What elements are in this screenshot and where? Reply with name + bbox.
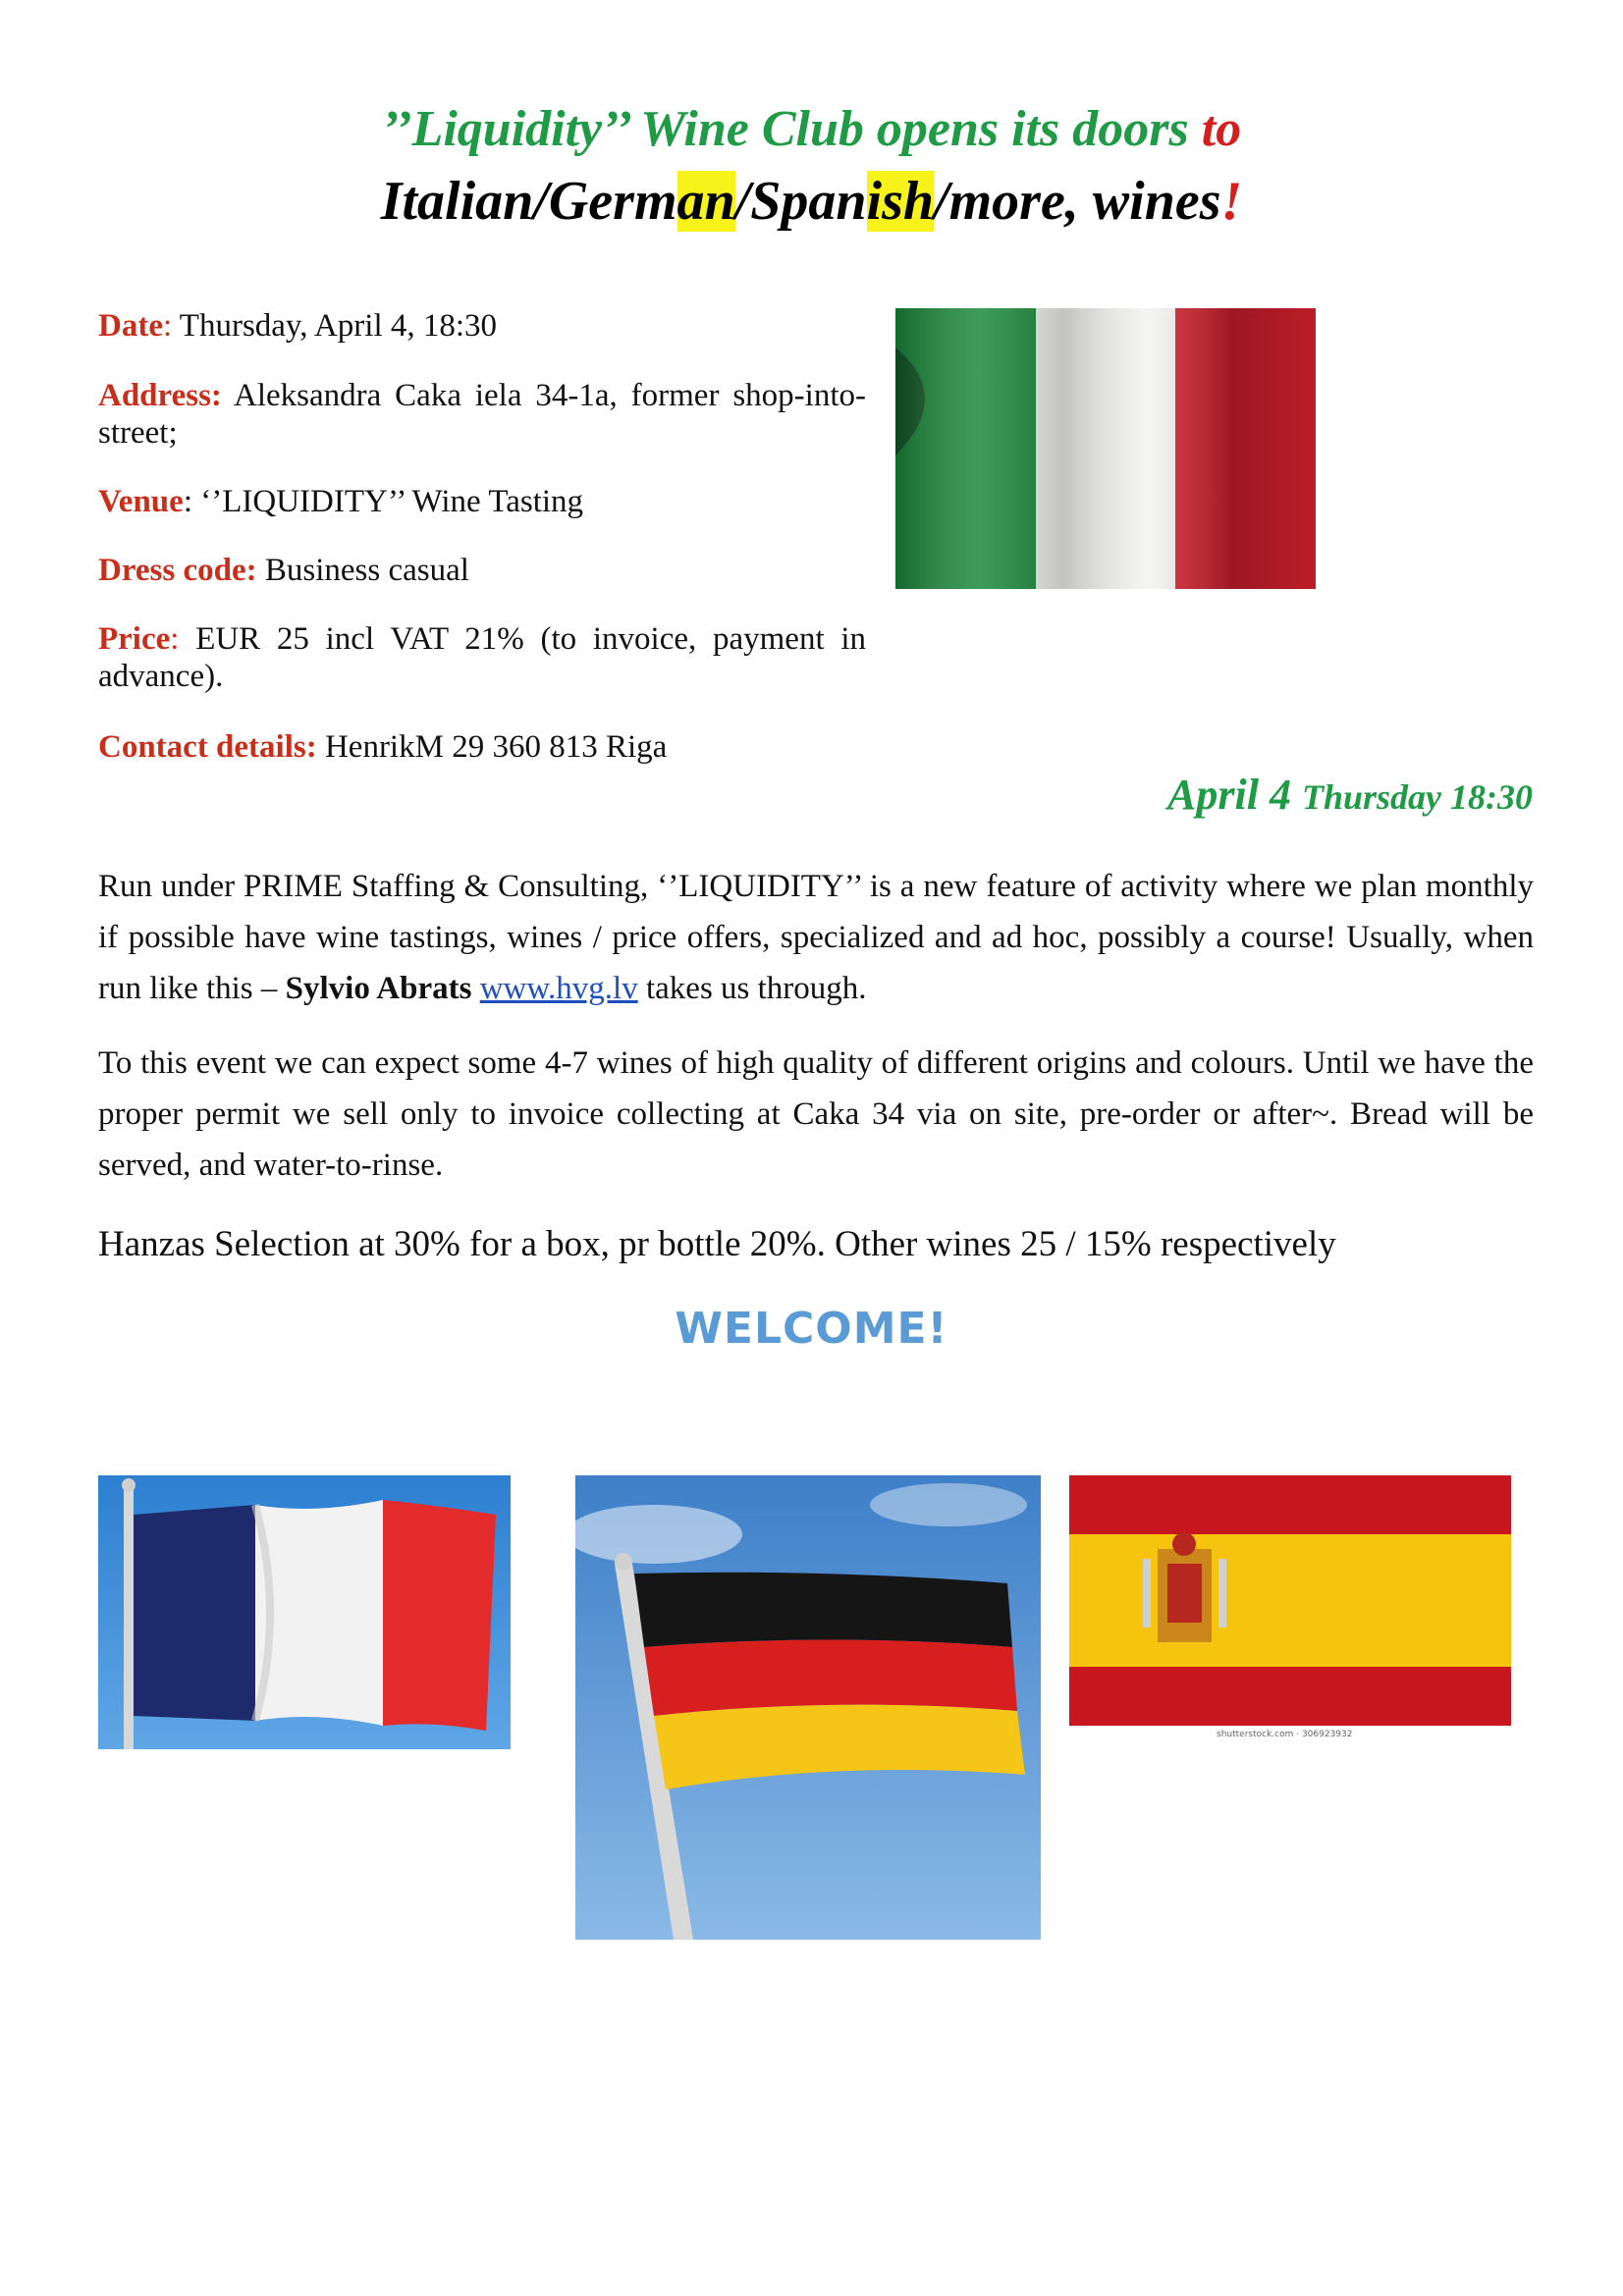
venue-label: Venue	[98, 484, 184, 519]
offer-text: Hanzas Selection at 30% for a box, pr bottle 20%. Other wines 25 / 15% respectively	[98, 1224, 1336, 1264]
date-line: Date: Thursday, April 4, 18:30	[98, 308, 498, 344]
address-line	[98, 377, 866, 452]
dress-code-line	[98, 552, 866, 589]
title2-part1: Italian/Germ	[380, 171, 677, 232]
banner-date: April 4	[1167, 771, 1291, 819]
venue-value: ‘’LIQUIDITY’’ Wine Tasting	[200, 484, 584, 519]
germany-flag-image	[575, 1475, 1041, 1940]
contact-label: Contact details:	[98, 729, 317, 765]
venue-line: Venue: ‘’LIQUIDITY’’ Wine Tasting	[98, 484, 584, 519]
price-line: Price: EUR 25 incl VAT 21% (to invoice, payment in advance).	[98, 621, 867, 694]
price-value: EUR 25 incl VAT 21% (to invoice, payment in advance).	[98, 621, 867, 694]
date-value: Thursday, April 4, 18:30	[179, 308, 498, 344]
dress-code-label: Dress code:	[98, 553, 257, 588]
date-label: Date	[98, 308, 163, 344]
france-flag-image	[98, 1475, 511, 1749]
contact-line	[98, 728, 866, 766]
title2-highlight-1: an	[676, 171, 735, 232]
price-label: Price	[98, 621, 171, 657]
intro-text: Run under PRIME Staffing & Consulting, ‘’LIQUIDITY’’ is a new feature of activity where we plan monthly if possible have wine tastings, wines / price offers, specialized and ad hoc, possibly a course! Usually, when run like this –	[98, 869, 1534, 1006]
shutterstock-credit: shutterstock.com · 306923932	[1217, 1730, 1353, 1739]
title-line-1	[0, 98, 1623, 161]
dress-code-value: Business casual	[264, 553, 469, 588]
italy-flag-image	[895, 308, 1316, 589]
title2-highlight-2: ish	[866, 171, 935, 232]
website-link[interactable]: www.hvg.lv	[479, 971, 638, 1006]
address-value: Aleksandra Caka iela 34-1a, former shop-into-street;	[98, 378, 866, 451]
event-date-banner	[1167, 770, 1533, 823]
banner-day-time: Thursday 18:30	[1301, 777, 1533, 817]
paragraph-event	[98, 1038, 1534, 1191]
title2-part2: /Span	[734, 171, 867, 232]
title2-part3: /more, wines	[934, 171, 1221, 232]
spain-flag-image	[1069, 1475, 1511, 1750]
title-accent: to	[1201, 101, 1242, 157]
paragraph-intro	[98, 861, 1534, 1014]
title2-exclamation: !	[1220, 171, 1243, 232]
event-text: To this event we can expect some 4-7 wines of high quality of different origins and colours. Until we have the proper permit we sell only to invoice collecting at Caka 34 via on site, pre-order or after~. Bread will be served, and water-to-rinse.	[98, 1045, 1534, 1183]
address-label: Address:	[98, 378, 222, 413]
title-line-2	[0, 167, 1623, 236]
contact-value: HenrikM 29 360 813 Riga	[324, 729, 668, 765]
title-main: ’’Liquidity’’ Wine Club opens its doors	[381, 101, 1202, 157]
intro-end: takes us through.	[637, 971, 867, 1006]
welcome-heading: WELCOME!	[675, 1304, 948, 1354]
host-name: Sylvio Abrats	[285, 971, 472, 1006]
paragraph-offer	[98, 1221, 1534, 1268]
